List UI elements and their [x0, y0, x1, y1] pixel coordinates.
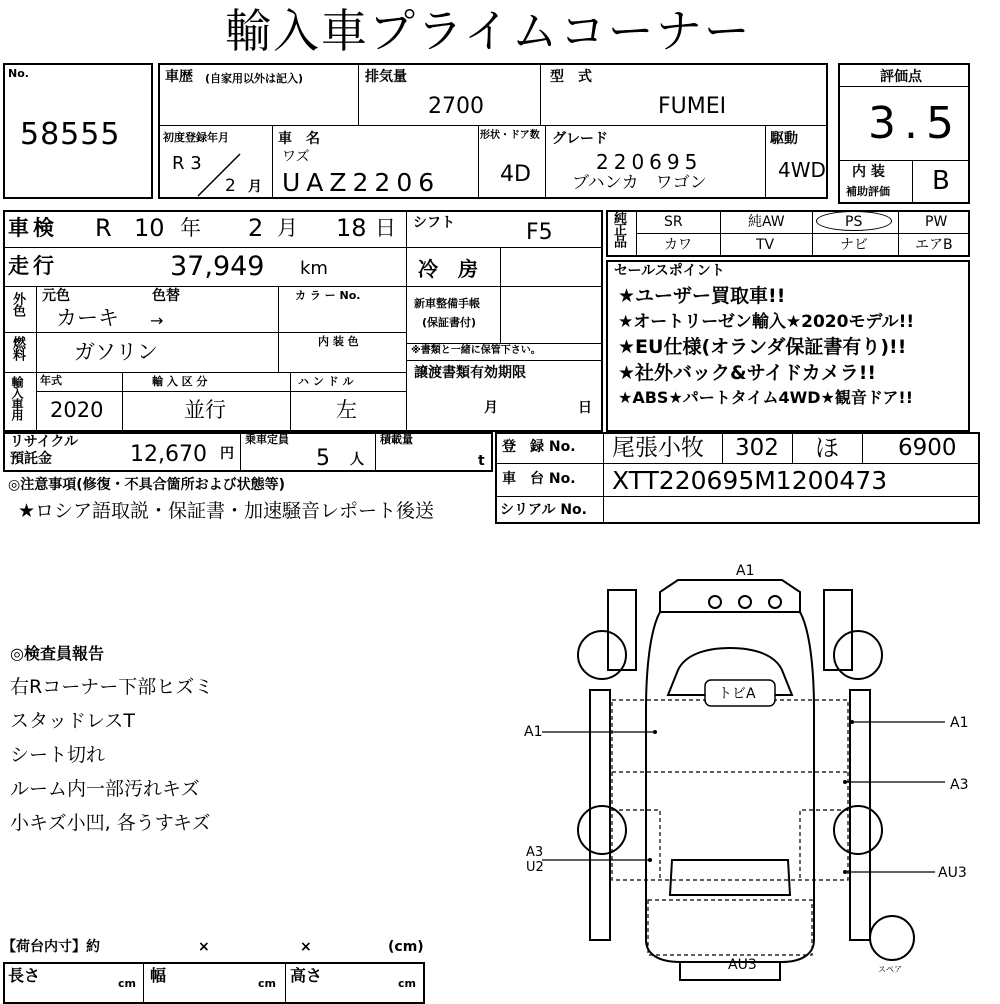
- cargo-x2: ×: [300, 939, 312, 955]
- chassis-number: XTT220695M1200473: [612, 466, 888, 495]
- diagram-roof-damage: トビA: [718, 686, 756, 702]
- recycle-value: 12,670: [130, 442, 207, 467]
- cargo-unit: (cm): [388, 939, 424, 955]
- mileage-label: 走行: [8, 254, 58, 278]
- inspection-era: R: [95, 214, 112, 242]
- first-reg-month-unit: 月: [248, 179, 262, 195]
- maintenance-label-1: 新車整備手帳: [414, 297, 480, 310]
- option-airbag: エアB: [915, 237, 953, 253]
- capacity-value: 5: [316, 446, 330, 471]
- inspector-item: スタッドレスT: [10, 710, 136, 732]
- option-sr: SR: [664, 214, 683, 230]
- interior-label-2: 補助評価: [846, 185, 890, 198]
- diagram-label-top: A1: [736, 563, 755, 579]
- maintenance-note: ※書類と一緒に保管下さい。: [411, 345, 541, 356]
- grade-line2: ブハンカ ワゴン: [572, 173, 707, 193]
- inspector-item: シート切れ: [10, 744, 106, 766]
- cargo-width: 幅: [150, 966, 167, 985]
- notes-text: ★ロシア語取説・保証書・加速騒音レポート後送: [18, 500, 435, 522]
- inspection-day-unit: 日: [375, 216, 396, 240]
- options-vlabel: 純正品: [611, 211, 626, 247]
- car-maker: ワズ: [282, 149, 310, 165]
- fuel-value: ガソリン: [74, 340, 158, 364]
- color-vlabel: 外色: [10, 292, 25, 316]
- shift-value: F5: [526, 220, 553, 245]
- interior-color-label: 内 装 色: [318, 335, 359, 348]
- import-class: 並行: [184, 398, 226, 422]
- cargo-length-unit: cm: [118, 977, 136, 990]
- mileage-unit: km: [300, 258, 328, 279]
- history-sub: (自家用以外は記入): [205, 72, 304, 85]
- interior-label-1: 内 装: [852, 164, 885, 180]
- inspection-year-unit: 年: [180, 216, 201, 240]
- chassis-label: 車 台 No.: [502, 471, 576, 487]
- doors-label: 形状・ドア数: [480, 130, 540, 141]
- drive-value: 4WD: [778, 158, 826, 182]
- load-label: 積載量: [380, 433, 413, 446]
- recycle-label-1: リサイクル: [10, 434, 79, 450]
- handle-label: ハ ン ド ル: [298, 375, 354, 388]
- diagram-label-left-upper: A1: [524, 724, 543, 740]
- lot-number: 58555: [20, 117, 121, 152]
- drive-label: 駆動: [770, 131, 798, 147]
- cargo-box: [3, 962, 425, 1004]
- diagram-label-right-lower: AU3: [938, 865, 967, 881]
- inspection-month: 2: [248, 214, 264, 242]
- fuel-vlabel: 燃料: [10, 336, 25, 360]
- diagram-label-bottom: AU3: [728, 957, 757, 973]
- sales-point: ★オートリーゼン輸入★2020モデル!!: [618, 312, 915, 332]
- inspector-item: 小キズ小凹, 各うすキズ: [10, 812, 211, 834]
- color-code-label: カ ラ ー No.: [295, 289, 361, 302]
- sales-point: ★ABS★パートタイム4WD★観音ドア!!: [618, 388, 913, 407]
- sales-points-label: セールスポイント: [614, 263, 725, 279]
- registration-serial: 6900: [898, 435, 957, 461]
- option-pw: PW: [925, 214, 948, 230]
- page-title: 輸入車プライムコーナー: [225, 4, 752, 58]
- interior-score: B: [932, 166, 950, 196]
- cargo-height-unit: cm: [398, 977, 416, 990]
- car-name-value: UAZ2206: [282, 168, 441, 197]
- registration-label: 登 録 No.: [502, 439, 576, 455]
- option-leather: カワ: [664, 237, 692, 253]
- handle-value: 左: [336, 398, 357, 422]
- car-damage-diagram: [500, 560, 980, 990]
- sales-point: ★ユーザー買取車!!: [618, 285, 786, 307]
- lot-label: No.: [8, 67, 29, 80]
- first-reg-label: 初度登録年月: [163, 131, 229, 144]
- transfer-label: 譲渡書類有効期限: [414, 365, 526, 381]
- import-class-label: 輸 入 区 分: [152, 375, 208, 388]
- notes-label: ◎注意事項(修復・不具合箇所および状態等): [8, 477, 286, 493]
- capacity-unit: 人: [350, 452, 364, 468]
- registration-number: 302: [735, 435, 779, 461]
- rating-label: 評価点: [880, 69, 922, 85]
- diagram-spare-label: スペア: [878, 965, 902, 974]
- aircon-label: 冷 房: [418, 257, 478, 281]
- cargo-length: 長さ: [8, 966, 41, 985]
- cargo-width-unit: cm: [258, 977, 276, 990]
- rating-score: 3.5: [868, 98, 962, 149]
- displacement-value: 2700: [428, 94, 484, 119]
- model-label: 型 式: [550, 69, 592, 85]
- inspector-label: ◎検査員報告: [10, 644, 104, 663]
- maintenance-label-2: (保証書付): [422, 316, 477, 329]
- slash-divider: [190, 152, 250, 198]
- serial-label: シリアル No.: [500, 502, 587, 518]
- cargo-height: 高さ: [290, 966, 323, 985]
- diagram-label-right-upper: A1: [950, 715, 969, 731]
- mileage-value: 37,949: [170, 251, 265, 282]
- history-label: 車歴: [165, 69, 193, 85]
- diagram-label-left-lower-1: A3: [526, 845, 544, 860]
- sales-point: ★社外バック&サイドカメラ!!: [618, 362, 877, 384]
- option-navi: ナビ: [840, 237, 868, 253]
- color-value: カーキ: [56, 306, 119, 330]
- registration-area: 尾張小牧: [612, 435, 704, 461]
- color-arrow: →: [150, 311, 164, 330]
- diagram-label-right-mid: A3: [950, 777, 969, 793]
- inspection-day: 18: [336, 214, 367, 242]
- option-aw: 純AW: [748, 214, 785, 230]
- recycle-label-2: 預託金: [10, 451, 52, 467]
- cargo-x1: ×: [198, 939, 210, 955]
- inspection-month-unit: 月: [277, 216, 298, 240]
- grade-line1: 220695: [596, 150, 703, 174]
- first-reg-era: R 3: [172, 153, 202, 174]
- import-year: 2020: [50, 398, 104, 422]
- orig-color-label: 元色: [42, 288, 70, 304]
- shift-label: シフト: [413, 215, 455, 231]
- transfer-day: 日: [578, 400, 592, 416]
- registration-kana: ほ: [815, 434, 839, 462]
- doors-value: 4D: [500, 162, 531, 187]
- inspector-item: 右Rコーナー下部ヒズミ: [10, 676, 214, 698]
- car-name-label: 車 名: [278, 131, 320, 147]
- transfer-month: 月: [484, 400, 498, 416]
- sales-point: ★EU仕様(オランダ保証書有り)!!: [618, 336, 907, 358]
- import-vlabel: 輸入車用: [10, 376, 24, 420]
- inspector-item: ルーム内一部汚れキズ: [10, 778, 200, 800]
- load-unit: t: [478, 453, 485, 469]
- inspection-label: 車検: [8, 216, 58, 240]
- color-change-label: 色替: [152, 288, 180, 304]
- displacement-label: 排気量: [365, 69, 407, 85]
- recycle-unit: 円: [220, 446, 234, 462]
- model-value: FUMEI: [658, 94, 727, 119]
- option-tv: TV: [756, 237, 775, 253]
- diagram-label-left-lower-2: U2: [526, 860, 544, 875]
- import-year-label: 年式: [40, 374, 62, 387]
- cargo-label: 【荷台内寸】約: [2, 939, 100, 955]
- grade-label: グレード: [552, 131, 608, 147]
- capacity-label: 乗車定員: [245, 433, 289, 446]
- option-ps: PS: [845, 214, 863, 230]
- first-reg-month: 2: [225, 176, 236, 196]
- inspection-year: 10: [134, 214, 165, 242]
